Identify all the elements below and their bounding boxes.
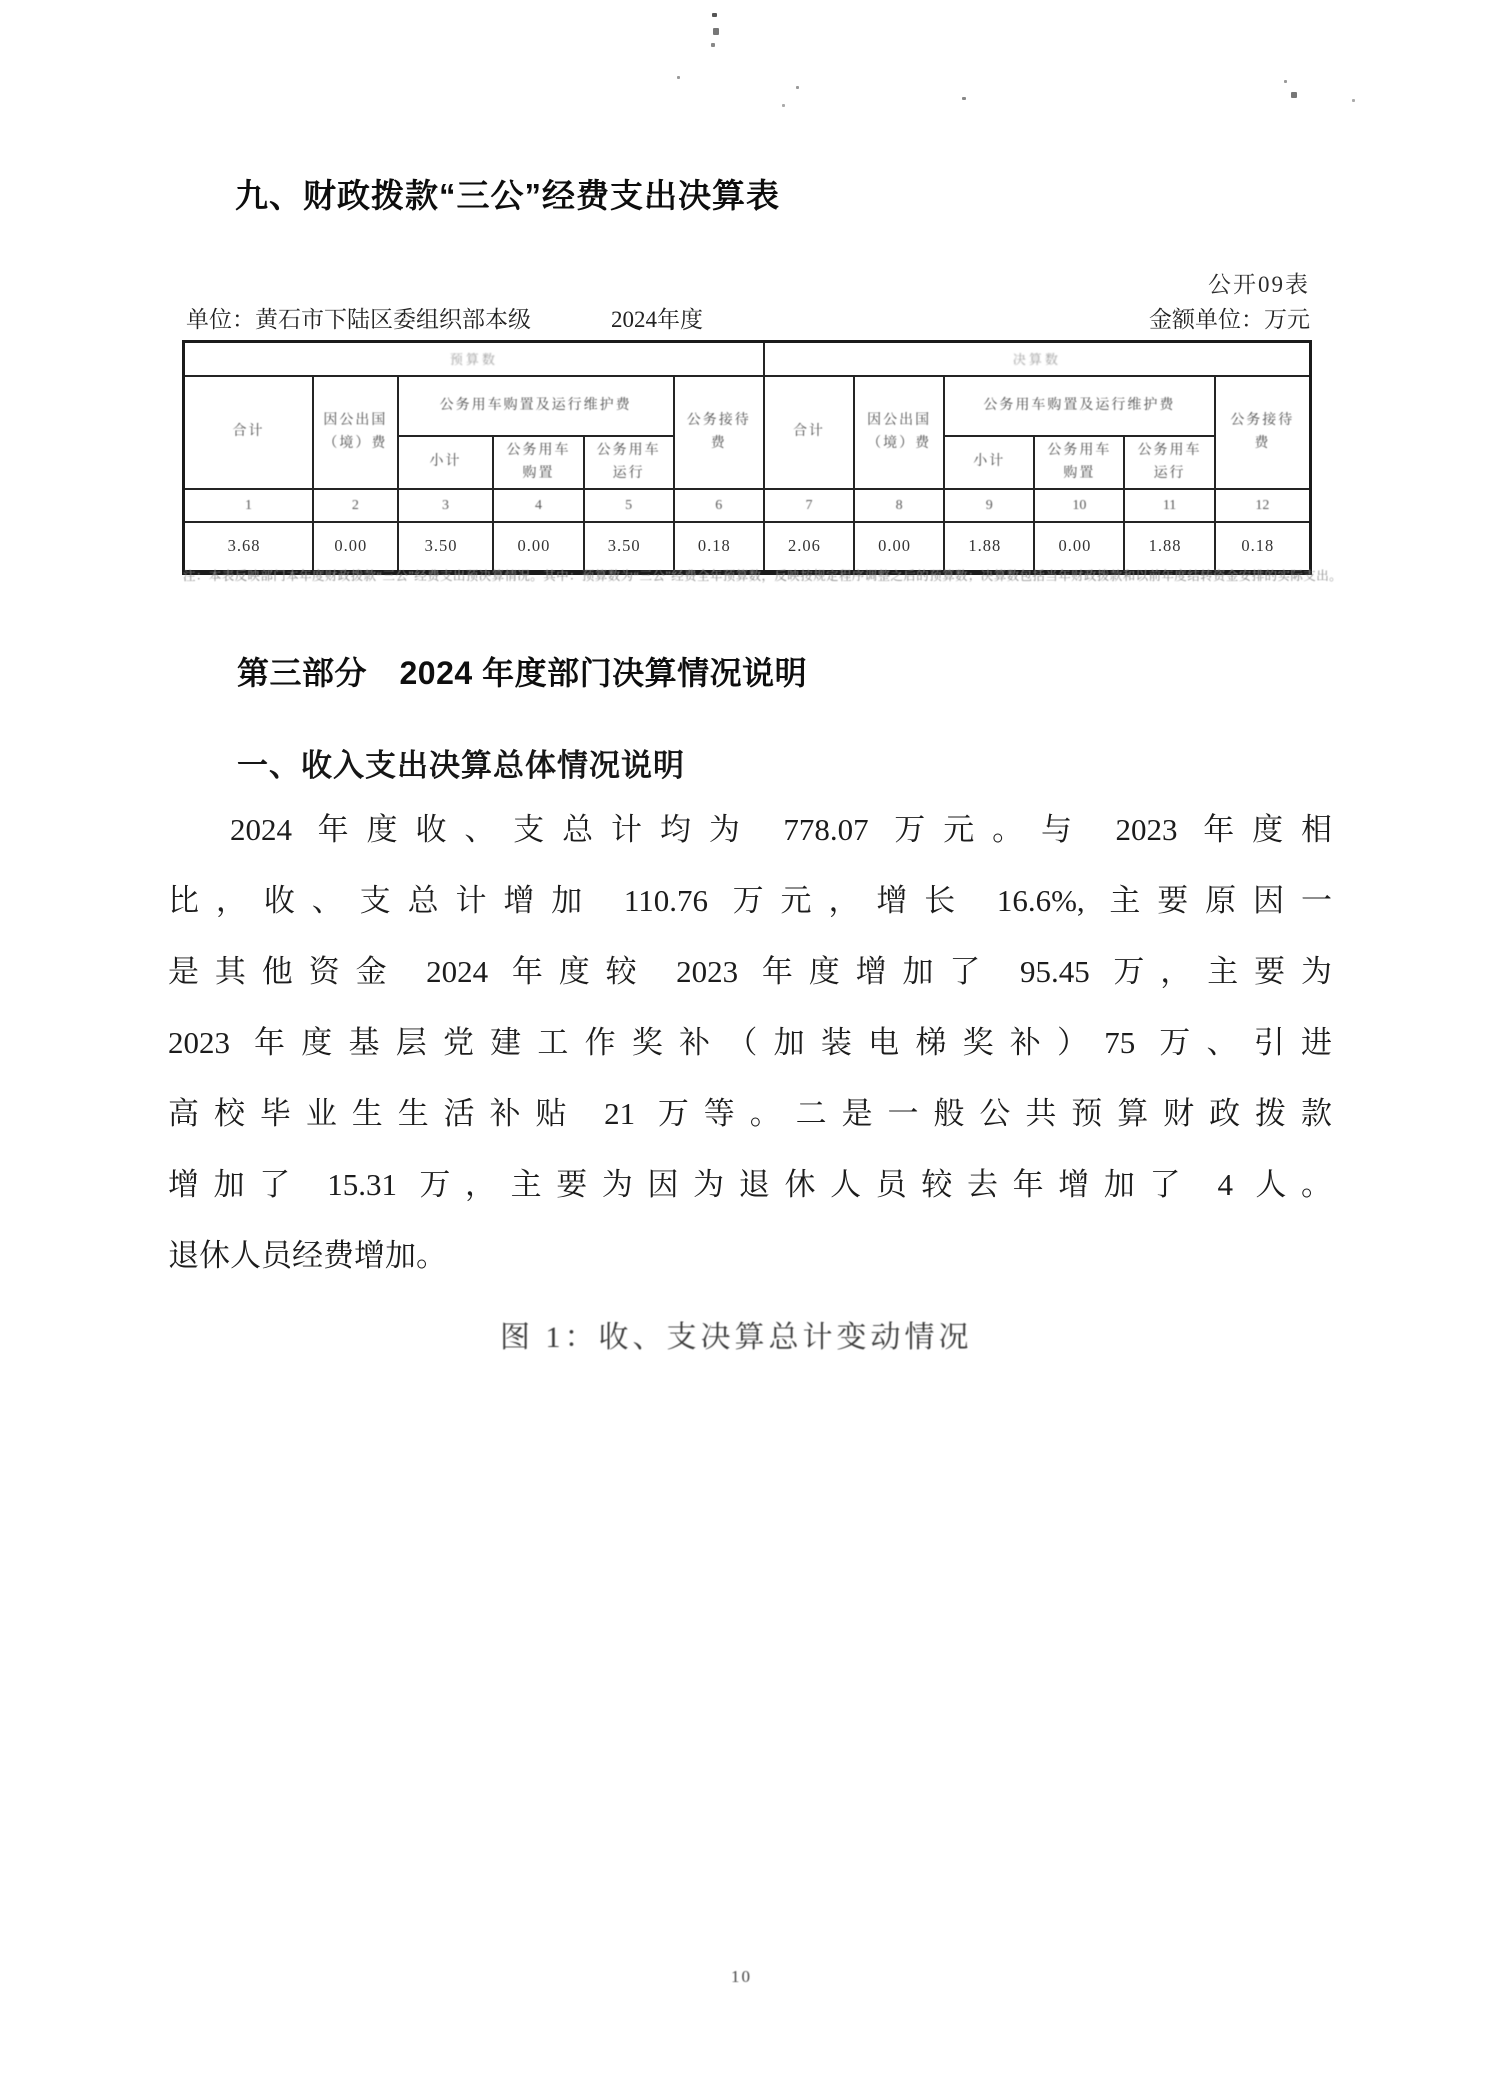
paragraph-line: 2024 年度收、支总计均为 778.07 万元。与 2023 年度相	[230, 812, 1332, 847]
scan-speck	[782, 104, 785, 107]
col-number: 2	[313, 489, 398, 522]
subheader-subtotal-final: 小计	[944, 436, 1034, 490]
group-header-final: 决算数	[764, 342, 1311, 376]
subheader-purchase-budget: 公务用车购置	[493, 436, 583, 490]
col-number: 10	[1034, 489, 1124, 522]
col-number: 3	[398, 489, 494, 522]
scan-speck	[677, 76, 680, 79]
value-abroad-budget: 0.00	[313, 522, 398, 572]
col-header-reception-final: 公务接待费	[1215, 376, 1311, 490]
paragraph-line: 比，收、支总计增加 110.76 万元，增长 16.6%, 主要原因一	[168, 883, 1332, 918]
col-number: 6	[674, 489, 764, 522]
value-purchase-final: 0.00	[1034, 522, 1124, 572]
scan-speck	[1291, 92, 1297, 98]
value-operation-final: 1.88	[1124, 522, 1214, 572]
col-header-abroad-final: 因公出国（境）费	[854, 376, 944, 490]
paragraph-line: 高校毕业生生活补贴 21 万等。二是一般公共预算财政拨款	[168, 1096, 1332, 1131]
value-purchase-budget: 0.00	[493, 522, 583, 572]
col-header-vehicle-budget: 公务用车购置及运行维护费	[398, 376, 674, 436]
scan-speck	[712, 13, 717, 17]
subheader-operation-budget: 公务用车运行	[584, 436, 674, 490]
table-row-headers	[184, 376, 1311, 436]
scan-speck	[796, 86, 799, 89]
table-row-values	[184, 522, 1311, 572]
col-header-reception-budget: 公务接待费	[674, 376, 764, 490]
scan-speck	[1284, 80, 1287, 83]
col-number: 8	[854, 489, 944, 522]
col-number: 11	[1124, 489, 1214, 522]
scan-speck	[711, 43, 715, 47]
table-footnote: 注：本表反映部门本年度财政拨款“三公”经费支出预决算情况。其中：预算数为“三公”经费全年预算数，反映按规定程序调整之后的预算数；决算数包括当年财政拨款和以前年度结转资金安排的实际支出。	[183, 569, 1342, 583]
col-number: 4	[493, 489, 583, 522]
value-operation-budget: 3.50	[584, 522, 674, 572]
table-row-group-headers	[184, 342, 1311, 376]
col-header-total-budget: 合计	[184, 376, 314, 490]
paragraph-line: 2023 年度基层党建工作奖补（加装电梯奖补）75 万、引进	[168, 1025, 1332, 1060]
value-reception-budget: 0.18	[674, 522, 764, 572]
col-number: 7	[764, 489, 854, 522]
unit-organization: 单位：黄石市下陆区委组织部本级	[186, 307, 531, 332]
scan-speck	[713, 28, 719, 35]
unit-amount: 金额单位：万元	[1149, 307, 1310, 332]
table-row-column-numbers	[184, 489, 1311, 522]
narrative-paragraph	[168, 794, 1332, 1291]
col-number: 12	[1215, 489, 1311, 522]
part3-heading: 第三部分 2024 年度部门决算情况说明	[237, 655, 808, 691]
col-header-abroad-budget: 因公出国（境）费	[313, 376, 398, 490]
page-number: 10	[731, 1967, 752, 1986]
figure1-caption: 图 1：收、支决算总计变动情况	[500, 1321, 973, 1354]
paragraph-line: 增加了 15.31 万，主要为因为退休人员较去年增加了 4 人。	[168, 1167, 1332, 1202]
col-number: 9	[944, 489, 1034, 522]
value-total-final: 2.06	[764, 522, 854, 572]
paragraph-line: 退休人员经费增加。	[168, 1238, 447, 1273]
form-number-label: 公开09表	[1208, 272, 1310, 297]
col-number: 1	[184, 489, 314, 522]
subheader-subtotal-budget: 小计	[398, 436, 494, 490]
section1-heading: 一、收入支出决算总体情况说明	[237, 748, 685, 783]
unit-fiscal-year: 2024年度	[611, 307, 703, 332]
value-vehicle-subtotal-final: 1.88	[944, 522, 1034, 572]
value-abroad-final: 0.00	[854, 522, 944, 572]
scan-speck	[962, 97, 966, 100]
col-header-total-final: 合计	[764, 376, 854, 490]
subheader-operation-final: 公务用车运行	[1124, 436, 1214, 490]
value-total-budget: 3.68	[184, 522, 314, 572]
group-header-budget: 预算数	[184, 342, 764, 376]
value-vehicle-subtotal-budget: 3.50	[398, 522, 494, 572]
value-reception-final: 0.18	[1215, 522, 1311, 572]
table-title: 九、财政拨款“三公”经费支出决算表	[235, 177, 780, 214]
paragraph-line: 是其他资金 2024 年度较 2023 年度增加了 95.45 万，主要为	[168, 954, 1332, 989]
sangong-expense-table	[182, 340, 1312, 575]
col-number: 5	[584, 489, 674, 522]
subheader-purchase-final: 公务用车购置	[1034, 436, 1124, 490]
scan-speck	[1352, 99, 1355, 102]
col-header-vehicle-final: 公务用车购置及运行维护费	[944, 376, 1214, 436]
